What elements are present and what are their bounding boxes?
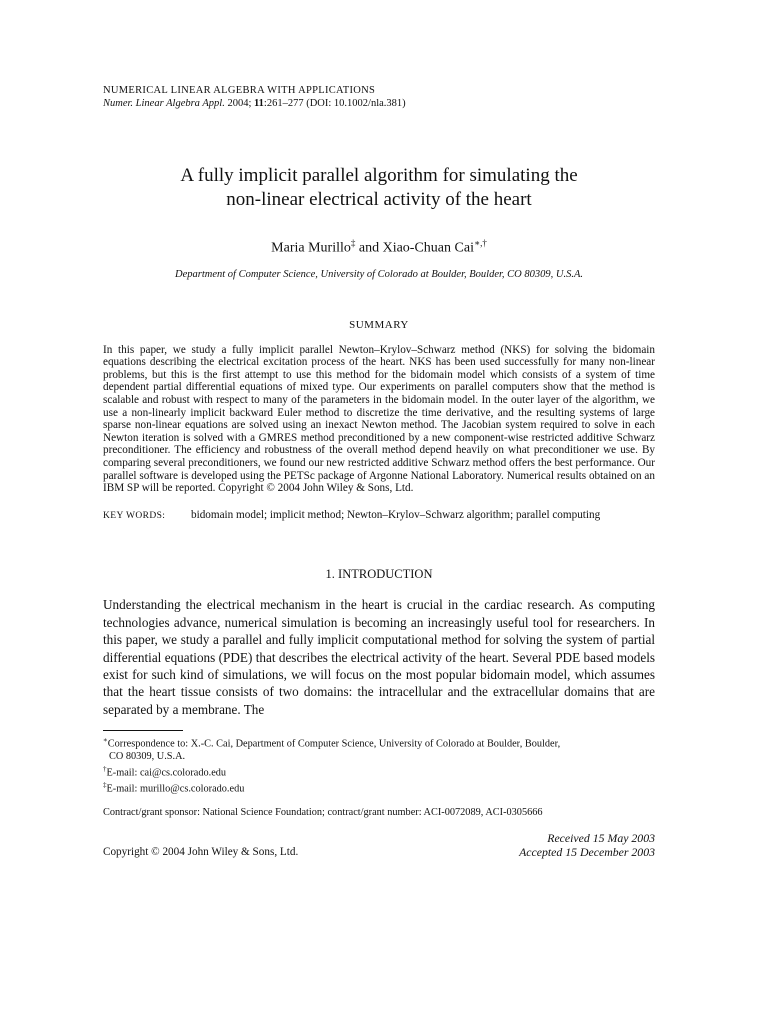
introduction-text: Understanding the electrical mechanism in the heart is crucial in the cardiac research. As computing technologies advance, numerical simulation is becoming an increasingly useful tool for researchers. In this paper, we study a parallel and fully implicit computational method for solving the system of partial differential equations (PDE) that describes the electrical activity of the heart. Several PDE based models exist for such kind of simulations, we will focus on the most popular bidomain model, which assumes that the heart tissue consists of two domains: the intracellular and the extracellular domains that are separated by a membrane. The [103, 597, 655, 717]
footnote-email-cai-mark: † [103, 764, 107, 773]
page-footer [103, 831, 655, 859]
footnote-correspondence [103, 734, 655, 750]
keywords [103, 509, 655, 523]
title-line-2: non-linear electrical activity of the heart [226, 189, 532, 210]
paper-title [103, 164, 655, 212]
journal-citation [103, 97, 655, 110]
footnotes [103, 734, 655, 795]
footnote-divider [103, 730, 183, 731]
journal-year: 2004; [227, 98, 252, 109]
journal-abbrev: Numer. Linear Algebra Appl. [103, 98, 225, 109]
author-cai: Xiao-Chuan Cai [382, 240, 474, 256]
grant-sponsor: Contract/grant sponsor: National Science Foundation; contract/grant number: ACI-0072089, ACI-0305666 [103, 807, 543, 819]
copyright-notice: Copyright © 2004 John Wiley & Sons, Ltd. [103, 846, 299, 859]
summary-text: In this paper, we study a fully implicit parallel Newton–Krylov–Schwarz method (NKS) for solving the bidomain equations describing the electrical excitation process of the heart. NKS has been used successfully for many non-linear problems, but this is the first attempt to use this method for the bidomain model which consists of a system of time dependent partial differential equations of mixed type. Our experiments on parallel computers show that the method is scalable and robust with respect to many of the parameters in the bidomain model. In the outer layer of the algorithm, we use a non-linearly implicit backward Euler method to discretize the time derivative, and the resulting systems of large sparse non-linear equations are solved using an inexact Newton method. The Jacobian system required to solve in each Newton iteration is solved with a GMRES method preconditioned by a new component-wise restricted additive Schwarz preconditioner. The efficiency and robustness of the overall method depend heavily on what preconditioner we use. By comparing several preconditioners, we found our new restricted additive Schwarz method offers the best performance. Our parallel software is developed using the PETSc package of Argonne National Laboratory. Numerical results obtained on an IBM SP will be reported. Copyright © 2004 John Wiley & Sons, Ltd. [103, 343, 655, 495]
footnote-email-murillo-text: E-mail: murillo@cs.colorado.edu [106, 783, 245, 795]
received-date: Received 15 May 2003 [547, 831, 655, 846]
footnote-email-murillo [103, 779, 655, 795]
journal-name: NUMERICAL LINEAR ALGEBRA WITH APPLICATIONS [103, 85, 376, 96]
title-line-1: A fully implicit parallel algorithm for simulating the [180, 165, 578, 186]
summary-heading: SUMMARY [349, 318, 409, 331]
footnote-email-cai [103, 763, 655, 779]
author-list [103, 234, 655, 258]
footnote-email-cai-text: E-mail: cai@cs.colorado.edu [106, 767, 227, 779]
footnote-correspondence-line1: Correspondence to: X.-C. Cai, Department of Computer Science, University of Colorado at Boulder, Boulder, [107, 738, 561, 750]
received-dates [519, 831, 655, 859]
section-heading-introduction: 1. INTRODUCTION [325, 567, 433, 582]
affiliation: Department of Computer Science, University of Colorado at Boulder, Boulder, CO 80309, U.S.A. [175, 268, 583, 280]
author-cai-mark: ∗,† [473, 238, 487, 248]
footnote-email-murillo-mark: ‡ [103, 781, 107, 790]
accepted-date: Accepted 15 December 2003 [519, 845, 655, 860]
paper-page [103, 84, 655, 859]
author-murillo: Maria Murillo [271, 240, 351, 256]
keywords-text: bidomain model; implicit method; Newton–Krylov–Schwarz algorithm; parallel computing [191, 508, 601, 521]
footnote-correspondence-mark: ∗ [103, 736, 108, 745]
journal-pages-doi: :261–277 (DOI: 10.1002/nla.381) [263, 98, 406, 109]
author-murillo-mark: ‡ [350, 238, 356, 248]
author-conjunction: and [355, 240, 383, 256]
keywords-label: KEY WORDS: [103, 510, 166, 521]
journal-volume: 11 [254, 98, 264, 109]
footnote-correspondence-line2: CO 80309, U.S.A. [109, 750, 186, 762]
